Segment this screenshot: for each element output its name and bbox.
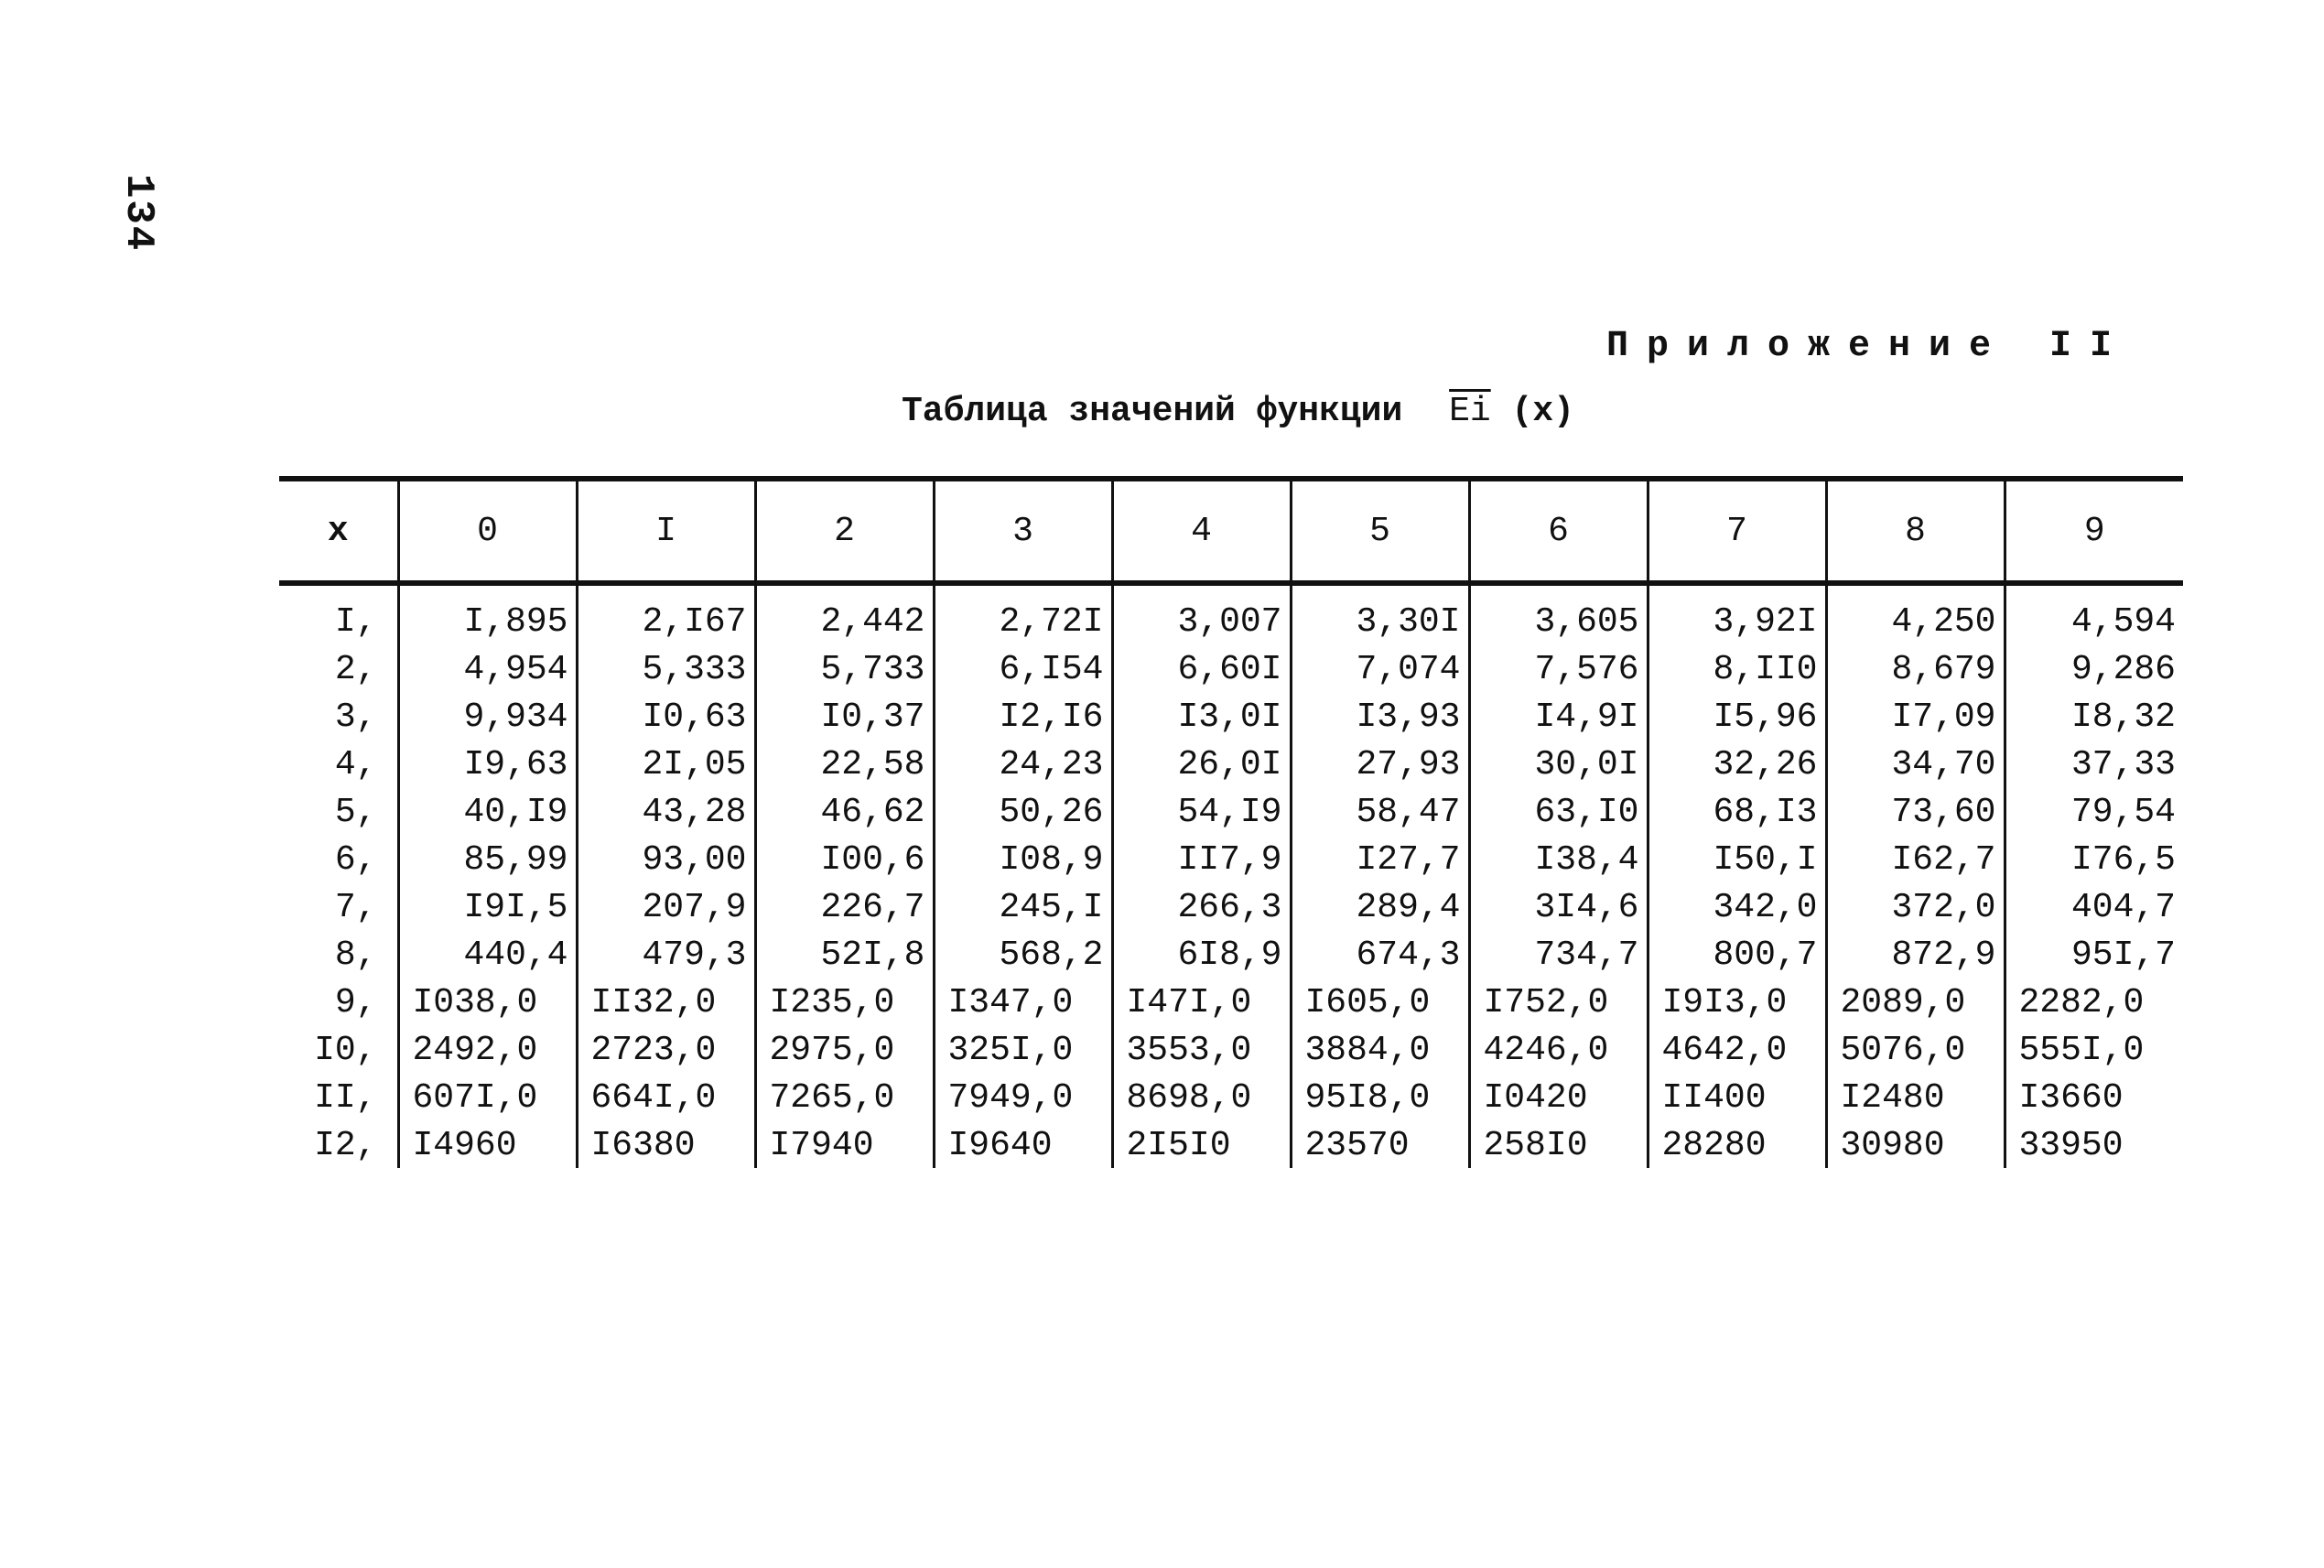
table-cell: 85,99 xyxy=(398,835,577,882)
function-argument: (x) xyxy=(1511,392,1574,431)
table-cell: I6380 xyxy=(577,1120,755,1168)
table-cell: 2282,0 xyxy=(2005,978,2183,1025)
column-header: 2 xyxy=(755,479,934,583)
table-cell: 8,II0 xyxy=(1648,644,1826,692)
table-cell: I76,5 xyxy=(2005,835,2183,882)
table-cell: I00,6 xyxy=(755,835,934,882)
table-row xyxy=(279,1120,2183,1168)
table-cell: 30980 xyxy=(1826,1120,2005,1168)
appendix-label: Приложение II xyxy=(1606,326,2131,367)
table-cell: I347,0 xyxy=(934,978,1112,1025)
ei-values-table xyxy=(279,476,2183,1168)
table-cell: 2I5I0 xyxy=(1112,1120,1291,1168)
row-x-value: I2, xyxy=(314,1126,377,1165)
column-header: 9 xyxy=(2005,479,2183,583)
table-header-row xyxy=(279,479,2183,583)
table-cell: 23570 xyxy=(1291,1120,1469,1168)
column-header: 3 xyxy=(934,479,1112,583)
table-cell: 2,72I xyxy=(934,583,1112,644)
table-cell: I9640 xyxy=(934,1120,1112,1168)
table-cell: I38,4 xyxy=(1469,835,1648,882)
table-cell: I,895 xyxy=(398,583,577,644)
table-cell: 2492,0 xyxy=(398,1025,577,1073)
row-x-value: 5, xyxy=(334,793,377,832)
table-cell: II400 xyxy=(1648,1073,1826,1120)
column-header: 7 xyxy=(1648,479,1826,583)
row-x-value: 2, xyxy=(334,650,377,689)
table-cell: 43,28 xyxy=(577,787,755,835)
table-cell: 5,333 xyxy=(577,644,755,692)
table-cell: 6,60I xyxy=(1112,644,1291,692)
function-symbol: $\overline{Ei}$ xyxy=(1449,392,1491,431)
table-cell: I2,I6 xyxy=(934,692,1112,740)
table-cell: 6I8,9 xyxy=(1112,930,1291,978)
table-cell: I605,0 xyxy=(1291,978,1469,1025)
table-cell: 800,7 xyxy=(1648,930,1826,978)
table-cell: I2480 xyxy=(1826,1073,2005,1120)
table-cell: 54,I9 xyxy=(1112,787,1291,835)
table-row xyxy=(279,835,2183,882)
column-header: 6 xyxy=(1469,479,1648,583)
table-cell: I752,0 xyxy=(1469,978,1648,1025)
table-cell: 8698,0 xyxy=(1112,1073,1291,1120)
table-body xyxy=(279,583,2183,1168)
table-cell: 479,3 xyxy=(577,930,755,978)
table-cell: I7,09 xyxy=(1826,692,2005,740)
table-row xyxy=(279,930,2183,978)
table-cell: I235,0 xyxy=(755,978,934,1025)
table-cell: I8,32 xyxy=(2005,692,2183,740)
table-cell: 4,250 xyxy=(1826,583,2005,644)
table-cell: 3,605 xyxy=(1469,583,1648,644)
table-cell: 24,23 xyxy=(934,740,1112,787)
table-row xyxy=(279,740,2183,787)
table-cell: 7,074 xyxy=(1291,644,1469,692)
table-cell: 4,594 xyxy=(2005,583,2183,644)
table-cell: 207,9 xyxy=(577,882,755,930)
table-cell: 3,007 xyxy=(1112,583,1291,644)
table-cell: 372,0 xyxy=(1826,882,2005,930)
table-cell: I4960 xyxy=(398,1120,577,1168)
table-cell: 4642,0 xyxy=(1648,1025,1826,1073)
table-cell: 555I,0 xyxy=(2005,1025,2183,1073)
table-cell: 289,4 xyxy=(1291,882,1469,930)
table-cell: I3660 xyxy=(2005,1073,2183,1120)
table-cell: 872,9 xyxy=(1826,930,2005,978)
column-header: 5 xyxy=(1291,479,1469,583)
table-cell: 32,26 xyxy=(1648,740,1826,787)
table-cell: 4246,0 xyxy=(1469,1025,1648,1073)
column-header: 8 xyxy=(1826,479,2005,583)
table-cell: 22,58 xyxy=(755,740,934,787)
table-cell: 34,70 xyxy=(1826,740,2005,787)
table-cell: 95I,7 xyxy=(2005,930,2183,978)
table-cell: I4,9I xyxy=(1469,692,1648,740)
table-cell: 226,7 xyxy=(755,882,934,930)
table-cell: I27,7 xyxy=(1291,835,1469,882)
table-cell: 2089,0 xyxy=(1826,978,2005,1025)
table-cell: 73,60 xyxy=(1826,787,2005,835)
table-cell: 2723,0 xyxy=(577,1025,755,1073)
row-x-value: 8, xyxy=(334,935,377,975)
row-x-value: II, xyxy=(314,1078,377,1118)
row-x-value: 3, xyxy=(334,697,377,737)
table-title xyxy=(902,392,1574,431)
table-cell: I5,96 xyxy=(1648,692,1826,740)
table-cell: I038,0 xyxy=(398,978,577,1025)
table-cell: 568,2 xyxy=(934,930,1112,978)
table-row xyxy=(279,882,2183,930)
table-row xyxy=(279,583,2183,644)
table-cell: 440,4 xyxy=(398,930,577,978)
table-cell: 33950 xyxy=(2005,1120,2183,1168)
table-cell: 93,00 xyxy=(577,835,755,882)
table-cell: 46,62 xyxy=(755,787,934,835)
table-cell: 734,7 xyxy=(1469,930,1648,978)
table-cell: 3,92I xyxy=(1648,583,1826,644)
column-header: 0 xyxy=(398,479,577,583)
row-x-value: 4, xyxy=(334,745,377,784)
table-cell: I9I3,0 xyxy=(1648,978,1826,1025)
table-cell: I3,93 xyxy=(1291,692,1469,740)
table-cell: 325I,0 xyxy=(934,1025,1112,1073)
table-cell: II32,0 xyxy=(577,978,755,1025)
table-cell: I3,0I xyxy=(1112,692,1291,740)
table-cell: 26,0I xyxy=(1112,740,1291,787)
table-cell: 95I8,0 xyxy=(1291,1073,1469,1120)
table-cell: 674,3 xyxy=(1291,930,1469,978)
table-cell: I47I,0 xyxy=(1112,978,1291,1025)
table-cell: 3I4,6 xyxy=(1469,882,1648,930)
row-x-value: I0, xyxy=(314,1031,377,1070)
table-cell: 28280 xyxy=(1648,1120,1826,1168)
table-cell: 3884,0 xyxy=(1291,1025,1469,1073)
function-name xyxy=(1449,392,1574,431)
table-cell: 7949,0 xyxy=(934,1073,1112,1120)
table-cell: 2,442 xyxy=(755,583,934,644)
column-header: 4 xyxy=(1112,479,1291,583)
table-row xyxy=(279,787,2183,835)
table-cell: 63,I0 xyxy=(1469,787,1648,835)
table-cell: 5076,0 xyxy=(1826,1025,2005,1073)
table-row xyxy=(279,692,2183,740)
table-cell: 3,30I xyxy=(1291,583,1469,644)
table-cell: I50,I xyxy=(1648,835,1826,882)
table-cell: I9I,5 xyxy=(398,882,577,930)
row-x-value: 6, xyxy=(334,840,377,880)
table-row xyxy=(279,644,2183,692)
table-cell: 404,7 xyxy=(2005,882,2183,930)
table-cell: 4,954 xyxy=(398,644,577,692)
table-cell: I62,7 xyxy=(1826,835,2005,882)
table-cell: 2975,0 xyxy=(755,1025,934,1073)
table-cell: 58,47 xyxy=(1291,787,1469,835)
table-cell: I0,37 xyxy=(755,692,934,740)
table-cell: I08,9 xyxy=(934,835,1112,882)
table-row xyxy=(279,978,2183,1025)
table-title-text: Таблица значений функции xyxy=(902,392,1403,431)
table-cell: 50,26 xyxy=(934,787,1112,835)
table-cell: 7265,0 xyxy=(755,1073,934,1120)
table-cell: 79,54 xyxy=(2005,787,2183,835)
table-cell: II7,9 xyxy=(1112,835,1291,882)
table-cell: 245,I xyxy=(934,882,1112,930)
row-x-value: I, xyxy=(334,602,377,642)
table-cell: 9,934 xyxy=(398,692,577,740)
page-number: 134 xyxy=(115,174,161,253)
table-cell: 6,I54 xyxy=(934,644,1112,692)
table-cell: I7940 xyxy=(755,1120,934,1168)
row-x-value: 9, xyxy=(334,983,377,1022)
table-cell: 30,0I xyxy=(1469,740,1648,787)
table-cell: 342,0 xyxy=(1648,882,1826,930)
table-cell: 52I,8 xyxy=(755,930,934,978)
table-cell: 9,286 xyxy=(2005,644,2183,692)
table-cell: 27,93 xyxy=(1291,740,1469,787)
table-cell: 7,576 xyxy=(1469,644,1648,692)
table-cell: 2,I67 xyxy=(577,583,755,644)
table-cell: 3553,0 xyxy=(1112,1025,1291,1073)
table-cell: 258I0 xyxy=(1469,1120,1648,1168)
table-cell: 2I,05 xyxy=(577,740,755,787)
table-cell: 607I,0 xyxy=(398,1073,577,1120)
table-row xyxy=(279,1025,2183,1073)
column-header: I xyxy=(577,479,755,583)
table-cell: 664I,0 xyxy=(577,1073,755,1120)
table-cell: I0,63 xyxy=(577,692,755,740)
table-cell: 68,I3 xyxy=(1648,787,1826,835)
table-cell: 5,733 xyxy=(755,644,934,692)
column-header-x: x xyxy=(279,479,398,583)
table-row xyxy=(279,1073,2183,1120)
table-cell: 266,3 xyxy=(1112,882,1291,930)
table-cell: I0420 xyxy=(1469,1073,1648,1120)
table-cell: I9,63 xyxy=(398,740,577,787)
table-cell: 40,I9 xyxy=(398,787,577,835)
table-cell: 37,33 xyxy=(2005,740,2183,787)
table-cell: 8,679 xyxy=(1826,644,2005,692)
row-x-value: 7, xyxy=(334,888,377,927)
